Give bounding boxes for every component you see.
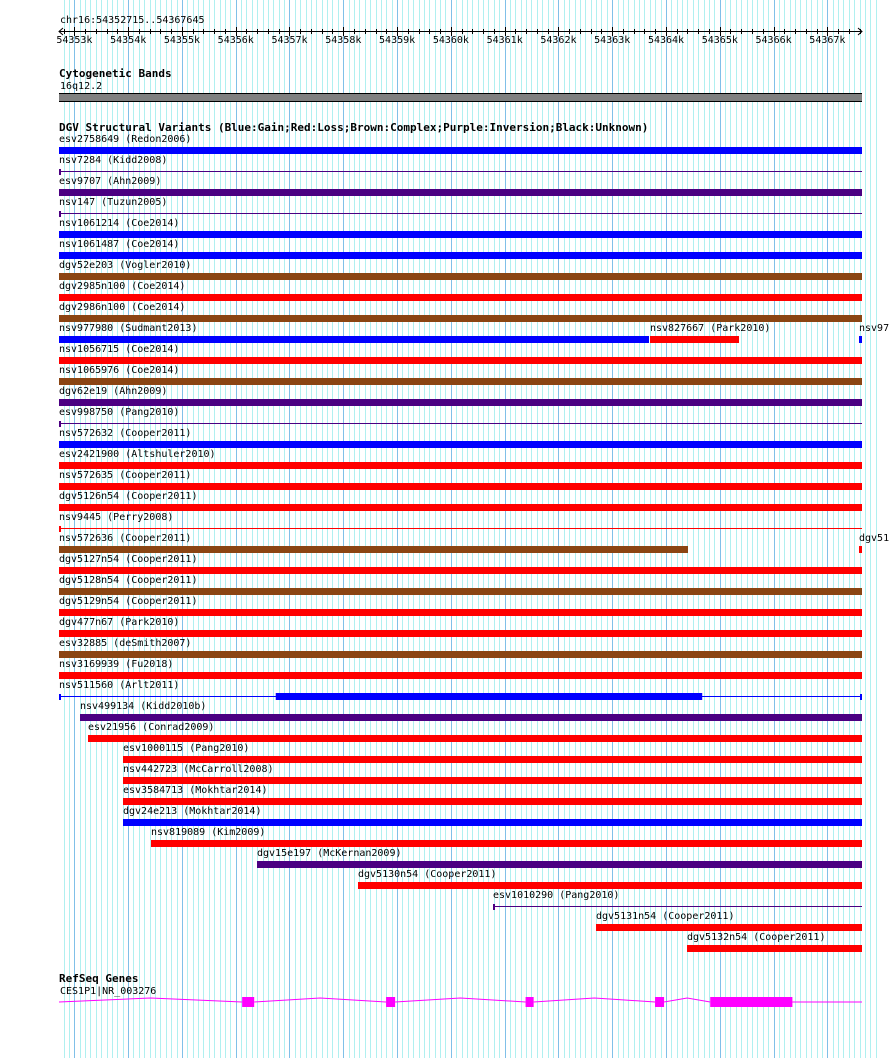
- variant-red[interactable]: [88, 735, 862, 742]
- variant-label[interactable]: esv1010290 (Pang2010): [493, 890, 620, 901]
- variant-bar: [59, 189, 862, 196]
- gene-exon: [710, 997, 792, 1007]
- variant-bar: [59, 294, 862, 301]
- variant-bar: [59, 588, 862, 595]
- ruler-tick-label: 54364k: [647, 35, 685, 46]
- gene-model[interactable]: [59, 997, 862, 1007]
- variant-label[interactable]: nsv3169939 (Fu2018): [59, 659, 174, 670]
- variant-label[interactable]: nsv97: [859, 323, 890, 334]
- variant-blue[interactable]: [59, 147, 862, 154]
- variant-label[interactable]: dgv5128n54 (Cooper2011): [59, 575, 198, 586]
- variant-label[interactable]: esv998750 (Pang2010): [59, 407, 180, 418]
- gene-exon: [655, 997, 664, 1007]
- variant-label[interactable]: esv1000115 (Pang2010): [123, 743, 250, 754]
- variant-label[interactable]: nsv819089 (Kim2009): [151, 827, 266, 838]
- variant-label[interactable]: esv9707 (Ahn2009): [59, 176, 162, 187]
- variant-red[interactable]: [59, 567, 862, 574]
- variant-blue[interactable]: [59, 693, 862, 700]
- variant-purple[interactable]: [59, 421, 862, 427]
- variant-label[interactable]: nsv9445 (Perry2008): [59, 512, 174, 523]
- variant-bar: [257, 861, 862, 868]
- variant-bar: [88, 735, 862, 742]
- ruler-tick-label: 54362k: [540, 35, 577, 46]
- ruler-tick-label: 54359k: [379, 35, 416, 46]
- variant-purple[interactable]: [493, 904, 862, 910]
- variant-label[interactable]: esv21956 (Conrad2009): [88, 722, 215, 733]
- variant-end: [493, 904, 495, 910]
- variant-red[interactable]: [59, 357, 862, 364]
- ruler-tick-label: 54363k: [594, 35, 631, 46]
- variant-bar: [59, 546, 688, 553]
- gene-label: CES1P1|NR_003276: [60, 986, 157, 997]
- variant-red[interactable]: [650, 336, 739, 343]
- variant-red[interactable]: [859, 546, 862, 553]
- variant-label[interactable]: nsv1065976 (Coe2014): [59, 365, 180, 376]
- variant-bar: [80, 714, 862, 721]
- variant-label[interactable]: nsv572635 (Cooper2011): [59, 470, 192, 481]
- variant-label[interactable]: dgv15e197 (McKernan2009): [257, 848, 402, 859]
- variant-label[interactable]: nsv511560 (Arlt2011): [59, 680, 180, 691]
- variant-label[interactable]: nsv499134 (Kidd2010b): [80, 701, 207, 712]
- variant-label[interactable]: dgv52e203 (Vogler2010): [59, 260, 192, 271]
- track-title-dgv: DGV Structural Variants (Blue:Gain;Red:Loss;Brown:Complex;Purple:Inversion;Black:Unknown): [59, 121, 649, 134]
- variant-label[interactable]: nsv977980 (Sudmant2013): [59, 323, 198, 334]
- variant-purple[interactable]: [59, 169, 862, 175]
- variant-red[interactable]: [59, 672, 862, 679]
- gene-exon: [242, 997, 254, 1007]
- variant-red[interactable]: [123, 777, 862, 784]
- variant-label[interactable]: dgv5130n54 (Cooper2011): [358, 869, 497, 880]
- ruler-tick-label: 54358k: [325, 35, 362, 46]
- variant-bar: [123, 819, 862, 826]
- variant-end: [59, 526, 61, 532]
- variant-bar: [650, 336, 739, 343]
- variant-label[interactable]: dgv5126n54 (Cooper2011): [59, 491, 198, 502]
- variant-bar: [59, 147, 862, 154]
- variant-label[interactable]: esv3584713 (Mokhtar2014): [123, 785, 268, 796]
- variant-end: [860, 694, 862, 700]
- variant-label[interactable]: dgv62e19 (Ahn2009): [59, 386, 168, 397]
- region-label: chr16:54352715..54367645: [60, 15, 205, 26]
- variant-label[interactable]: dgv51: [859, 533, 890, 544]
- variant-label[interactable]: esv2758649 (Redon2006): [59, 134, 192, 145]
- variant-label[interactable]: nsv1061214 (Coe2014): [59, 218, 180, 229]
- variant-red[interactable]: [59, 526, 862, 532]
- variant-blue[interactable]: [859, 336, 862, 343]
- variant-end: [59, 421, 61, 427]
- variant-red[interactable]: [59, 294, 862, 301]
- variant-bar: [59, 378, 862, 385]
- variant-label[interactable]: dgv5129n54 (Cooper2011): [59, 596, 198, 607]
- variant-bar: [59, 462, 862, 469]
- variant-red[interactable]: [358, 882, 862, 889]
- variant-brown[interactable]: [59, 273, 862, 280]
- variant-bar: [59, 630, 862, 637]
- variant-end: [59, 694, 61, 700]
- variant-label[interactable]: nsv7284 (Kidd2008): [59, 155, 168, 166]
- variant-brown[interactable]: [59, 315, 862, 322]
- variant-bar: [59, 651, 862, 658]
- variant-bar: [151, 840, 862, 847]
- variant-bar: [859, 336, 862, 343]
- ruler-tick-label: 54356k: [217, 35, 254, 46]
- gene-exon: [526, 997, 534, 1007]
- variant-purple[interactable]: [59, 399, 862, 406]
- variant-bar: [358, 882, 862, 889]
- variant-label[interactable]: nsv1056715 (Coe2014): [59, 344, 180, 355]
- variant-blue[interactable]: [59, 441, 862, 448]
- variant-label[interactable]: dgv5127n54 (Cooper2011): [59, 554, 198, 565]
- variant-bar: [596, 924, 862, 931]
- variant-bar: [59, 672, 862, 679]
- variant-red[interactable]: [59, 504, 862, 511]
- ruler-tick-label: 54366k: [755, 35, 792, 46]
- variant-label[interactable]: esv32885 (deSmith2007): [59, 638, 192, 649]
- variant-bar: [59, 609, 862, 616]
- variant-bar: [59, 399, 862, 406]
- variant-red[interactable]: [596, 924, 862, 931]
- variant-label[interactable]: dgv5132n54 (Cooper2011): [687, 932, 826, 943]
- variant-label[interactable]: nsv147 (Tuzun2005): [59, 197, 168, 208]
- variant-bar: [123, 756, 862, 763]
- gene-exon: [386, 997, 395, 1007]
- cytoband-label: 16q12.2: [60, 81, 103, 92]
- variant-blue[interactable]: [59, 252, 862, 259]
- variant-bar: [59, 252, 862, 259]
- variant-red[interactable]: [59, 630, 862, 637]
- variant-label[interactable]: dgv477n67 (Park2010): [59, 617, 180, 628]
- variant-label[interactable]: nsv572632 (Cooper2011): [59, 428, 192, 439]
- variant-label[interactable]: nsv827667 (Park2010): [650, 323, 771, 334]
- variant-blue[interactable]: [59, 231, 862, 238]
- variant-purple[interactable]: [59, 211, 862, 217]
- variant-red[interactable]: [59, 483, 862, 490]
- variant-bar: [687, 945, 862, 952]
- variant-core: [276, 693, 702, 700]
- variant-bar: [59, 357, 862, 364]
- variant-bar: [123, 798, 862, 805]
- variant-purple[interactable]: [257, 861, 862, 868]
- variant-end: [59, 169, 61, 175]
- ruler-tick-label: 54365k: [701, 35, 738, 46]
- variant-label[interactable]: dgv24e213 (Mokhtar2014): [123, 806, 262, 817]
- variant-brown[interactable]: [59, 588, 862, 595]
- variant-bar: [59, 567, 862, 574]
- ruler-tick-label: 54357k: [271, 35, 308, 46]
- variant-end: [59, 211, 61, 217]
- track-title-cytogenetic-bands: Cytogenetic Bands: [59, 67, 172, 80]
- ruler-tick-label: 54367k: [809, 35, 846, 46]
- ruler-tick-label: 54361k: [486, 35, 523, 46]
- variant-bar: [59, 315, 862, 322]
- variant-label[interactable]: dgv5131n54 (Cooper2011): [596, 911, 735, 922]
- variant-bar: [59, 273, 862, 280]
- track-title-refseq: RefSeq Genes: [59, 972, 139, 985]
- variant-label[interactable]: dgv2985n100 (Coe2014): [59, 281, 186, 292]
- variant-bar: [59, 441, 862, 448]
- variant-bar: [123, 777, 862, 784]
- variant-bar: [59, 231, 862, 238]
- variant-brown[interactable]: [59, 546, 688, 553]
- variant-red[interactable]: [59, 462, 862, 469]
- variant-label[interactable]: nsv572636 (Cooper2011): [59, 533, 192, 544]
- ruler-tick-label: 54354k: [110, 35, 147, 46]
- variant-label[interactable]: nsv442723 (McCarroll2008): [123, 764, 274, 775]
- variant-red[interactable]: [123, 756, 862, 763]
- ruler-tick-label: 54360k: [432, 35, 469, 46]
- variant-label[interactable]: dgv2986n100 (Coe2014): [59, 302, 186, 313]
- ruler-tick-label: 54353k: [56, 35, 93, 46]
- variant-blue[interactable]: [123, 819, 862, 826]
- variant-bar: [59, 336, 649, 343]
- variant-bar: [59, 483, 862, 490]
- variant-label[interactable]: nsv1061487 (Coe2014): [59, 239, 180, 250]
- variant-brown[interactable]: [59, 651, 862, 658]
- variant-purple[interactable]: [80, 714, 862, 721]
- variant-purple[interactable]: [59, 189, 862, 196]
- variant-blue[interactable]: [59, 336, 649, 343]
- variant-red[interactable]: [59, 609, 862, 616]
- variant-red[interactable]: [687, 945, 862, 952]
- variant-bar: [59, 504, 862, 511]
- variant-red[interactable]: [151, 840, 862, 847]
- variant-label[interactable]: esv2421900 (Altshuler2010): [59, 449, 216, 460]
- variant-brown[interactable]: [59, 378, 862, 385]
- variant-bar: [859, 546, 862, 553]
- ruler-tick-label: 54355k: [163, 35, 201, 46]
- variant-red[interactable]: [123, 798, 862, 805]
